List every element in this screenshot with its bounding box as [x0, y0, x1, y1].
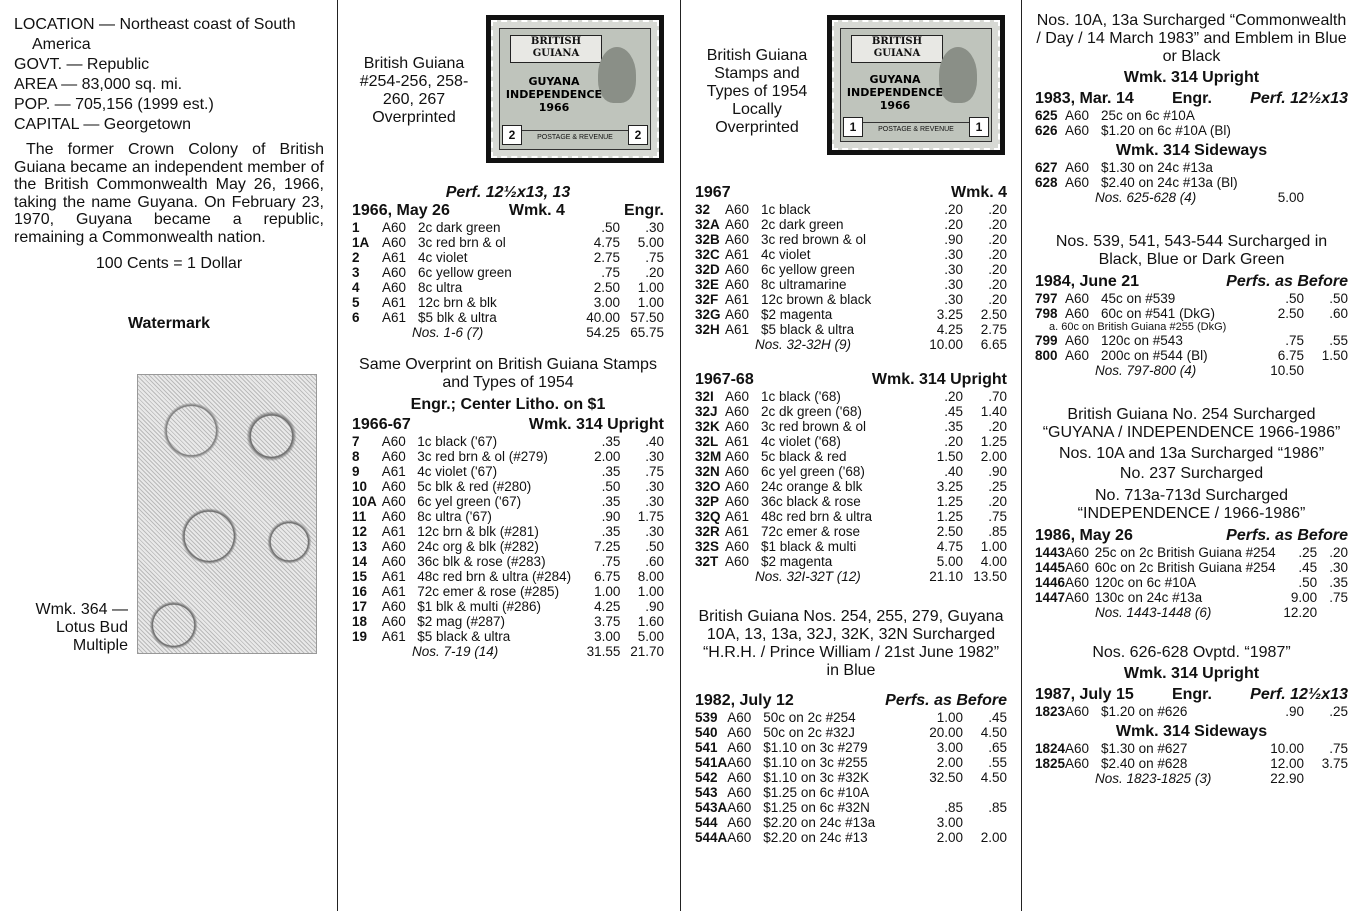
issue-heading: 1982, July 12 Perfs. as Before: [695, 692, 1007, 709]
issue-heading: 1966-67 Wmk. 314 Upright: [352, 416, 664, 433]
table-row: 627 A60 $1.30 on 24c #13a: [1035, 160, 1213, 175]
govt-text: GOVT. — Republic: [14, 56, 150, 73]
table-row: 542 A60 $1.10 on 3c #32K 32.50 4.50: [695, 770, 1007, 785]
stamp-image: BRITISH GUIANA GUYANA INDEPENDENCE 1966 POSTAGE & REVENUE 1 1: [827, 15, 1005, 155]
table-row: 32P A60 36c black & rose 1.25 .20: [695, 494, 1007, 509]
table-total-row: Nos. 32I-32T (12) 21.10 13.50: [755, 569, 1007, 584]
table-total-row: Nos. 7-19 (14) 31.55 21.70: [412, 644, 664, 659]
table-row: 16 A61 72c emer & rose (#285) 1.00 1.00: [352, 584, 664, 599]
issue-heading: 1984, June 21 Perfs. as Before: [1035, 273, 1348, 290]
table-row: 32A A60 2c dark green .20 .20: [695, 217, 1007, 232]
catalog-table: [1035, 108, 1348, 138]
watermark-image: [137, 374, 317, 654]
table-row: 1447 A60 130c on 24c #13a 9.00 .75: [1035, 590, 1348, 605]
table-row: 18 A60 $2 mag (#287) 3.75 1.60: [352, 614, 664, 629]
table-row: 1825 A60 $2.40 on #628 12.00 3.75: [1035, 756, 1348, 771]
table-row: 32H A61 $5 black & ultra 4.25 2.75: [695, 322, 1007, 337]
table-row: 19 A61 $5 black & ultra 3.00 5.00: [352, 629, 664, 644]
table-total-row: Nos. 32-32H (9) 10.00 6.65: [755, 337, 1007, 352]
catalog-table: [1035, 741, 1348, 786]
table-row: 543A A60 $1.25 on 6c #32N .85 .85: [695, 800, 1007, 815]
table-row: 798 A60 60c on #541 (DkG) 2.50 .60: [1035, 306, 1348, 321]
table-row: 541A A60 $1.10 on 3c #255 2.00 .55: [695, 755, 1007, 770]
table-row: 1446 A60 120c on 6c #10A .50 .35: [1035, 575, 1348, 590]
table-row: 17 A60 $1 blk & multi (#286) 4.25 .90: [352, 599, 664, 614]
stamp-caption: British Guiana #254-256, 258-260, 267 Overprinted: [359, 55, 469, 126]
issue-heading: 1986, May 26 Perfs. as Before: [1035, 527, 1348, 544]
table-row: 540 A60 50c on 2c #32J 20.00 4.50: [695, 725, 1007, 740]
capital-text: CAPITAL — Georgetown: [14, 116, 191, 133]
table-row: 32L A61 4c violet ('68) .20 1.25: [695, 434, 1007, 449]
section-title: Nos. 626-628 Ovptd. “1987”: [1092, 644, 1291, 661]
catalog-table: [1035, 160, 1348, 205]
table-row: 1823 A60 $1.20 on #626 .90 .25: [1035, 704, 1348, 719]
catalog-table: [695, 710, 1007, 845]
table-row: 541 A60 $1.10 on 3c #279 3.00 .65: [695, 740, 1007, 755]
history-text: The former Crown Colony of British Guiana became an independent member of the British Commonwealth May 26, 1966, taking the name Guyana. On February 23, 1970, Guyana became a republic, remaining a Commonwealth nation.: [14, 141, 324, 246]
table-row: 32T A60 $2 magenta 5.00 4.00: [695, 554, 1007, 569]
table-row: 543 A60 $1.25 on 6c #10A: [695, 785, 870, 800]
wmk-heading: Wmk. 314 Sideways: [1115, 723, 1268, 740]
table-row: 32F A61 12c brown & black .30 .20: [695, 292, 1007, 307]
table-row: 3 A60 6c yellow green .75 .20: [352, 265, 664, 280]
table-row: 15 A61 48c red brn & ultra (#284) 6.75 8.00: [352, 569, 664, 584]
section-title: Nos. 539, 541, 543-544 Surcharged in Black, Blue or Dark Green: [1055, 233, 1328, 268]
table-row: 32G A60 $2 magenta 3.25 2.50: [695, 307, 1007, 322]
location-text: LOCATION — Northeast coast of South America: [14, 16, 296, 53]
table-row: 9 A61 4c violet ('67) .35 .75: [352, 464, 664, 479]
table-row: 32N A60 6c yel green ('68) .40 .90: [695, 464, 1007, 479]
catalog-table: [1035, 291, 1348, 321]
wmk-heading: Wmk. 314 Upright: [1123, 665, 1260, 682]
table-row: 32J A60 2c dk green ('68) .45 1.40: [695, 404, 1007, 419]
table-row: 797 A60 45c on #539 .50 .50: [1035, 291, 1348, 306]
section-title: Nos. 10A, 13a Surcharged “Commonwealth / Day / 14 March 1983” and Emblem in Blue or Black: [1036, 12, 1347, 65]
issue-heading: 1987, July 15 Engr. Perf. 12½x13: [1035, 686, 1348, 703]
table-row: 32C A61 4c violet .30 .20: [695, 247, 1007, 262]
catalog-table: [1035, 545, 1348, 620]
catalog-table: [695, 202, 1007, 352]
catalog-table: [1035, 704, 1348, 719]
catalog-column-2: [352, 0, 664, 911]
table-row: 10A A60 6c yel green ('67) .35 .30: [352, 494, 664, 509]
table-total-row: Nos. 797-800 (4) 10.50: [1095, 363, 1304, 378]
table-row: 32I A60 1c black ('68) .20 .70: [695, 389, 1007, 404]
table-row: 32Q A61 48c red brn & ultra 1.25 .75: [695, 509, 1007, 524]
stamp-image: BRITISH GUIANA GUYANA INDEPENDENCE 1966 POSTAGE & REVENUE 2 2: [486, 15, 664, 163]
table-row: 628 A60 $2.40 on 24c #13a (Bl): [1035, 175, 1238, 190]
table-row: 32B A60 3c red brown & ol .90 .20: [695, 232, 1007, 247]
table-row: 8 A60 3c red brn & ol (#279) 2.00 .30: [352, 449, 664, 464]
table-row: 32 A60 1c black .20 .20: [695, 202, 1007, 217]
table-row: 32O A60 24c orange & blk 3.25 .25: [695, 479, 1007, 494]
table-row: 1824 A60 $1.30 on #627 10.00 .75: [1035, 741, 1348, 756]
table-row: 539 A60 50c on 2c #254 1.00 .45: [695, 710, 1007, 725]
column-divider: [680, 0, 681, 911]
section-title: Same Overprint on British Guiana Stamps and Types of 1954: [359, 356, 657, 391]
table-row: 799 A60 120c on #543 .75 .55: [1035, 333, 1348, 348]
table-row: 32E A60 8c ultramarine .30 .20: [695, 277, 1007, 292]
table-row: 32D A60 6c yellow green .30 .20: [695, 262, 1007, 277]
catalog-column-4: [1035, 0, 1348, 911]
table-row: 1443 A60 25c on 2c British Guiana #254 .25 .20: [1035, 545, 1348, 560]
table-row: 625 A60 25c on 6c #10A: [1035, 108, 1195, 123]
section-title: No. 713a-713d Surcharged “INDEPENDENCE / 1966-1986”: [1077, 487, 1306, 522]
wmk-heading: Wmk. 314 Upright: [1123, 69, 1260, 86]
wmk-caption: Wmk. 364 — Lotus Bud Multiple: [35, 601, 128, 654]
wmk-heading: Wmk. 314 Sideways: [1115, 142, 1268, 159]
table-total-row: Nos. 625-628 (4) 5.00: [1095, 190, 1304, 205]
pop-text: POP. — 705,156 (1999 est.): [14, 96, 214, 113]
table-row: 7 A60 1c black ('67) .35 .40: [352, 434, 664, 449]
stamp-caption: British Guiana Stamps and Types of 1954 Locally Overprinted: [706, 47, 808, 136]
table-row: 544A A60 $2.20 on 24c #13 2.00 2.00: [695, 830, 1007, 845]
table-total-row: Nos. 1-6 (7) 54.25 65.75: [412, 325, 664, 340]
table-row: 4 A60 8c ultra 2.50 1.00: [352, 280, 664, 295]
table-row: 6 A61 $5 blk & ultra 40.00 57.50: [352, 310, 664, 325]
section-title: British Guiana No. 254 Surcharged “GUYANA / INDEPENDENCE 1966-1986”: [1042, 406, 1341, 441]
issue-heading: 1983, Mar. 14 Engr. Perf. 12½x13: [1035, 90, 1348, 107]
perf-heading: Perf. 12½x13, 13: [445, 184, 571, 201]
table-row: 544 A60 $2.20 on 24c #13a 3.00: [695, 815, 963, 830]
minor-variety-note: a. 60c on British Guiana #255 (DkG): [1049, 321, 1227, 333]
table-row: 32S A60 $1 black & multi 4.75 1.00: [695, 539, 1007, 554]
column-divider: [1021, 0, 1022, 911]
section-title: British Guiana Nos. 254, 255, 279, Guyana 10A, 13, 13a, 32J, 32K, 32N Surcharged “H.R.H. / Prince William / 21st June 1982” in Blue: [698, 608, 1004, 679]
catalog-table: [1035, 333, 1348, 378]
print-method: Engr.; Center Litho. on $1: [410, 396, 606, 413]
table-row: 32K A60 3c red brown & ol .35 .20: [695, 419, 1007, 434]
currency-text: 100 Cents = 1 Dollar: [95, 255, 243, 272]
table-total-row: Nos. 1823-1825 (3) 22.90: [1095, 771, 1304, 786]
section-title: No. 237 Surcharged: [1119, 465, 1264, 482]
issue-heading: 1966, May 26 Wmk. 4 Engr.: [352, 202, 664, 219]
table-row: 2 A61 4c violet 2.75 .75: [352, 250, 664, 265]
table-row: 1 A60 2c dark green .50 .30: [352, 220, 664, 235]
catalog-table: [352, 220, 664, 340]
table-total-row: Nos. 1443-1448 (6) 12.20: [1095, 605, 1318, 620]
table-row: 800 A60 200c on #544 (Bl) 6.75 1.50: [1035, 348, 1348, 363]
table-row: 12 A61 12c brn & blk (#281) .35 .30: [352, 524, 664, 539]
catalog-column-3: [695, 0, 1007, 911]
table-row: 32M A60 5c black & red 1.50 2.00: [695, 449, 1007, 464]
table-row: 32R A61 72c emer & rose 2.50 .85: [695, 524, 1007, 539]
table-row: 11 A60 8c ultra ('67) .90 1.75: [352, 509, 664, 524]
table-row: 1A A60 3c red brn & ol 4.75 5.00: [352, 235, 664, 250]
catalog-table: [695, 389, 1007, 584]
area-text: AREA — 83,000 sq. mi.: [14, 76, 183, 93]
section-title: Nos. 10A and 13a Surcharged “1986”: [1058, 445, 1325, 462]
column-divider: [337, 0, 338, 911]
watermark-heading: Watermark: [127, 315, 211, 332]
issue-heading: 1967-68 Wmk. 314 Upright: [695, 371, 1007, 388]
table-row: 10 A60 5c blk & red (#280) .50 .30: [352, 479, 664, 494]
catalog-table: [352, 434, 664, 659]
issue-heading: 1967 Wmk. 4: [695, 184, 1007, 201]
table-row: 1445 A60 60c on 2c British Guiana #254 .45 .30: [1035, 560, 1348, 575]
table-row: 13 A60 24c org & blk (#282) 7.25 .50: [352, 539, 664, 554]
table-row: 5 A61 12c brn & blk 3.00 1.00: [352, 295, 664, 310]
table-row: 14 A60 36c blk & rose (#283) .75 .60: [352, 554, 664, 569]
table-row: 626 A60 $1.20 on 6c #10A (Bl): [1035, 123, 1231, 138]
